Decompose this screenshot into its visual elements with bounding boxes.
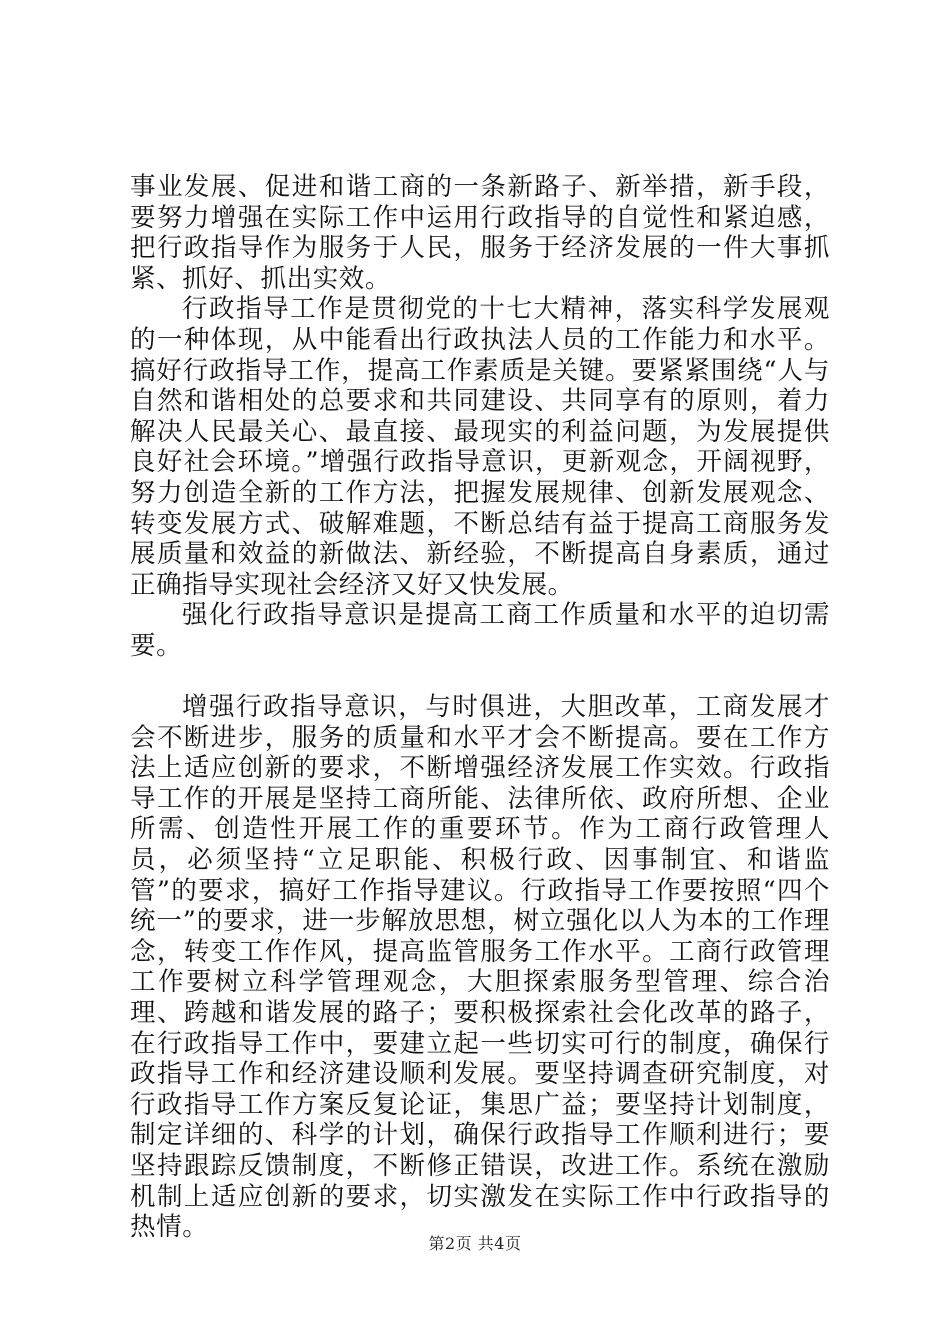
paragraph-administrative-guidance: 行政指导工作是贯彻党的十七大精神，落实科学发展观的一种体现，从中能看出行政执法人员的工作能力和水平。搞好行政指导工作，提高工作素质是关键。要紧紧围绕“人与自然和谐相处的总要求和共同建设、共同享有的原则，着力解决人民最关心、最直接、最现实的利益问题，为发展提供良好社会环境。”增强行政指导意识，更新观念，开阔视野，努力创造全新的工作方法，把握发展规律、创新发展观念、转变发展方式、破解难题，不断总结有益于提高工商服务发展质量和效益的新做法、新经验，不断提高自身素质，通过正确指导实现社会经济又好又快发展。 [130, 294, 830, 600]
paragraph-spacer [130, 662, 830, 693]
paragraph-continuation: 事业发展、促进和谐工商的一条新路子、新举措，新手段，要努力增强在实际工作中运用行政指导的自觉性和紧迫感，把行政指导作为服务于人民，服务于经济发展的一件大事抓紧、抓好、抓出实效。 [130, 172, 830, 294]
document-body [130, 172, 830, 1243]
paragraph-section-heading: 强化行政指导意识是提高工商工作质量和水平的迫切需要。 [130, 600, 830, 661]
page-number-footer: 第2页 共4页 [428, 1234, 522, 1253]
paragraph-strengthen-awareness: 增强行政指导意识，与时俱进，大胆改革，工商发展才会不断进步，服务的质量和水平才会不断提高。要在工作方法上适应创新的要求，不断增强经济发展工作实效。行政指导工作的开展是坚持工商所能、法律所依、政府所想、企业所需、创造性开展工作的重要环节。作为工商行政管理人员，必须坚持“立足职能、积极行政、因事制宜、和谐监管”的要求，搞好工作指导建议。行政指导工作要按照“四个统一”的要求，进一步解放思想，树立强化以人为本的工作理念，转变工作作风，提高监管服务工作水平。工商行政管理工作要树立科学管理观念，大胆探索服务型管理、综合治理、跨越和谐发展的路子；要积极探索社会化改革的路子，在行政指导工作中，要建立起一些切实可行的制度，确保行政指导工作和经济建设顺利发展。要坚持调查研究制度，对行政指导工作方案反复论证，集思广益；要坚持计划制度，制定详细的、科学的计划，确保行政指导工作顺利进行；要坚持跟踪反馈制度，不断修正错误，改进工作。系统在激励机制上适应创新的要求，切实激发在实际工作中行政指导的热情。 [130, 692, 830, 1243]
